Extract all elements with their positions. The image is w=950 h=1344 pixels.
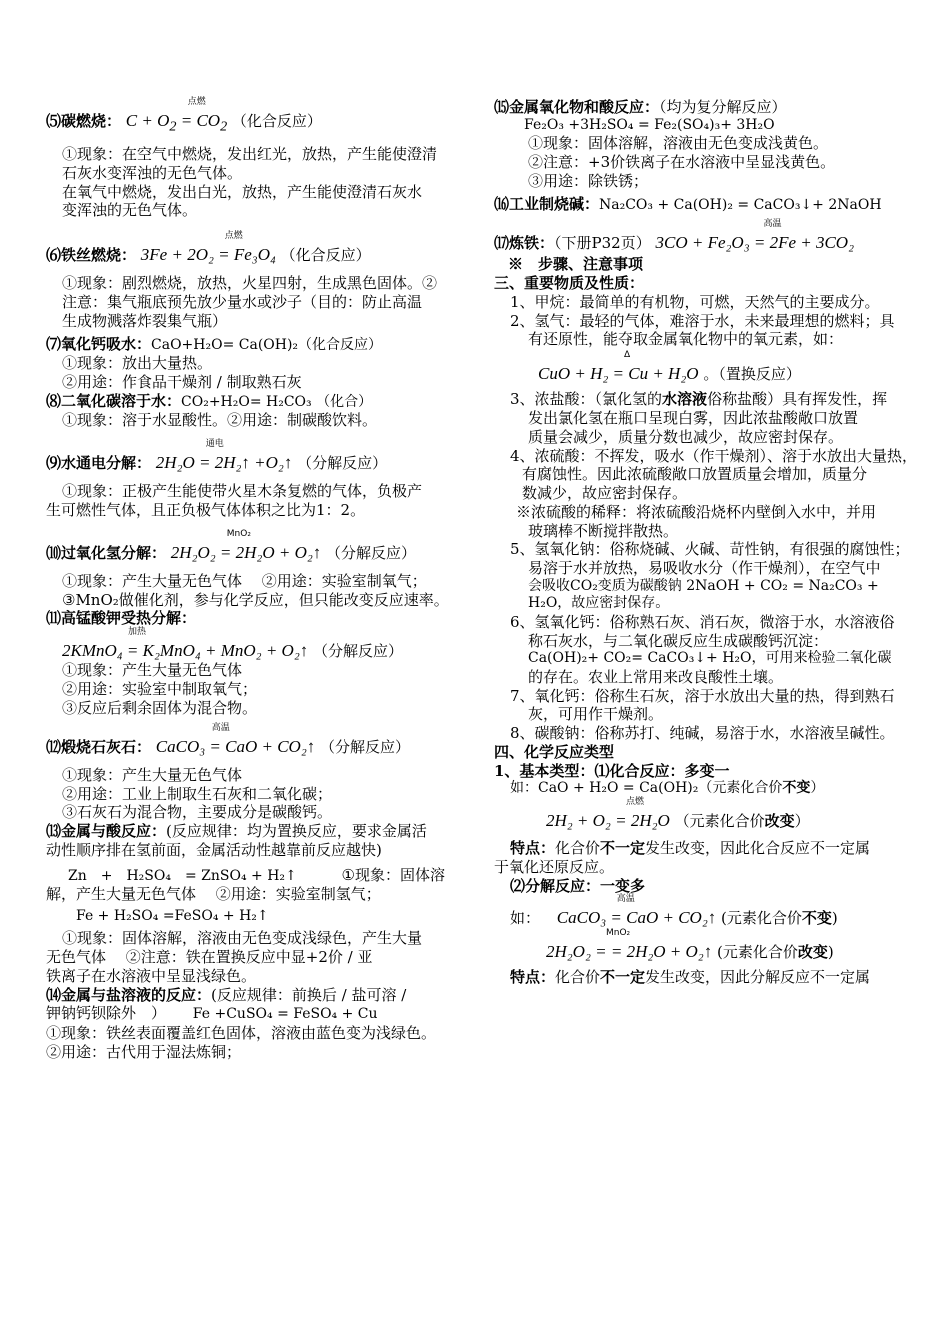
reaction-condition: 高温	[763, 219, 782, 229]
text-line: ②用途：实验室中制取氧气；	[62, 680, 258, 699]
section-calcium-oxide	[46, 335, 474, 392]
equation: 3Fe + 2O₂ = Fe₃O₄	[140, 245, 276, 265]
text-line: 变浑浊的无色气体。	[62, 201, 198, 220]
text-line: 灰，可用作干燥剂。	[528, 705, 664, 724]
section-water-electrolysis	[46, 440, 474, 520]
text-line: ③MnO₂做催化剂，参与化学反应，但只能改变反应速率。	[62, 590, 449, 609]
text-line: ①现象：产生大量无色气体	[62, 765, 243, 784]
equation: 2KMnO₄ = K₂MnO₄ + MnO₂ + O₂↑	[62, 641, 309, 661]
section-title: ⑼水通电分解：	[46, 453, 152, 472]
equation: 2H₂ + O₂ = 2H₂O	[546, 810, 670, 830]
equation: Na₂CO₃ + Ca(OH)₂ = CaCO₃↓+ 2NaOH	[599, 196, 882, 213]
text-line: 发出氯化氢在瓶口呈现白雾，因此浓盐酸敞口放置	[528, 409, 859, 427]
section-title: ⑽过氧化氢分解：	[46, 543, 167, 562]
reaction-type: （分解反应）	[320, 737, 411, 756]
list-item: 3、浓盐酸：（氯化氢的水溶液俗称盐酸）具有挥发性，挥	[510, 390, 888, 409]
section-heading: 四、化学反应类型	[494, 742, 615, 761]
equation: CaCO₃ = CaO + CO₂↑	[556, 908, 717, 928]
reaction-condition: 点燃	[187, 97, 206, 107]
reaction-type: （分解反应）	[297, 453, 388, 472]
text-line: ①现象：产生大量无色气体 ②用途：实验室制氧气；	[62, 571, 427, 590]
text-line: ②用途：古代用于湿法炼铜；	[46, 1042, 242, 1061]
text-line: ①现象：固体溶解，溶液由无色变成浅绿色，产生大量	[62, 929, 423, 948]
equation: CaCO₃ = CaO + CO₂↑	[155, 736, 316, 756]
text-line: 数减少，故应密封保存。	[522, 484, 688, 502]
section-limestone	[46, 724, 474, 823]
equation: 2H₂O₂ = 2H₂O + O₂↑	[170, 542, 322, 562]
list-item: 8、碳酸钠：俗称苏打、纯碱，易溶于水，水溶液呈碱性。	[510, 724, 895, 742]
text-line: ②用途：工业上制取生石灰和二氧化碳；	[62, 784, 333, 803]
equation: Fe + H₂SO₄ =FeSO₄ + H₂↑	[76, 907, 269, 924]
list-item: 6、氢氧化钙：俗称熟石灰、消石灰，微溶于水，水溶液俗	[510, 612, 895, 631]
reaction-type: （分解反应）	[313, 642, 404, 661]
section-metal-oxide-acid: ⒂金属氧化物和酸反应：（均为复分解反应） Fe₂O₃ +3H₂SO₄ = Fe₂(SO₄)₃+ 3H₂O ①现象：固体溶解，溶液由无色变成浅黄色。 ②注意：+3价铁离子在水溶液中呈显浅黄色。 ③用途：除铁锈；	[494, 98, 910, 191]
reaction-condition: Δ	[624, 350, 631, 360]
equation: Fe +CuSO₄ = FeSO₄ + Cu	[192, 1006, 378, 1023]
section-title: ⑻二氧化碳溶于水：	[46, 391, 182, 410]
equation: $C + O_2 = CO_2$	[125, 111, 228, 135]
list-item: 1、甲烷：最简单的有机物，可燃，天然气的主要成分。	[510, 292, 880, 311]
text-line: ③用途：除铁锈；	[528, 171, 649, 190]
left-column	[46, 98, 474, 1061]
reaction-condition: 加热	[128, 627, 147, 638]
reaction-condition: MnO₂	[226, 528, 251, 539]
reaction-type: （化合反应）	[231, 112, 322, 130]
subsection-heading: ⑵分解反应：一变多	[510, 876, 646, 895]
section-title: ⒂金属氧化物和酸反应：	[494, 98, 660, 116]
text-line: 无色气体 ②注意：铁在置换反应中显+2价 / 亚	[46, 948, 373, 967]
note-heading: ※ 步骤、注意事项	[508, 255, 644, 274]
text-line: 石灰水变浑浊的无色气体。	[62, 163, 243, 182]
reaction-condition: MnO₂	[606, 927, 631, 938]
section-title: ⑺氧化钙吸水：	[46, 334, 152, 353]
equation: CaO+H₂O= Ca(OH)₂（化合反应）	[151, 336, 383, 353]
section-carbon-combustion	[46, 98, 474, 220]
reaction-type: 。（置换反应）	[703, 365, 801, 383]
text-line: 质量会减少，质量分数也减少，故应密封保存。	[528, 427, 844, 446]
text-line: ③反应后剩余固体为混合物。	[62, 698, 258, 717]
text-line: ①现象：剧烈燃烧，放热，火星四射，生成黑色固体。②	[62, 274, 438, 293]
equation: CuO + H₂ = Cu + H₂O	[538, 364, 699, 383]
reaction-type: （分解反应）	[326, 543, 417, 562]
text-line: 有还原性，能夺取金属氧化物中的氧元素，如：	[528, 330, 844, 349]
text-line: ①现象：在空气中燃烧，发出红光，放热，产生能使澄清	[62, 145, 438, 164]
list-item: 4、浓硫酸：不挥发，吸水（作干燥剂）、溶于水放出大量热，	[510, 446, 918, 465]
section-potassium-permanganate	[46, 609, 474, 717]
text-line: 的存在。农业上常用来改良酸性土壤。	[528, 667, 784, 686]
text-line: ①现象：溶于水显酸性。②用途：制碳酸饮料。	[62, 411, 378, 430]
section-title: ⑾高锰酸钾受热分解：	[46, 609, 197, 628]
reaction-condition: 高温	[616, 894, 635, 905]
equation: 2H₂O = 2H₂↑ +O₂↑	[155, 452, 293, 472]
text-line: ①现象：正极产生能使带火星木条复燃的气体，负极产	[62, 482, 423, 501]
reaction-type: （化合反应）	[280, 246, 371, 265]
list-item: 7、氧化钙：俗称生石灰，溶于水放出大量的热，得到熟石	[510, 686, 895, 705]
section-title: ⑿煅烧石灰石：	[46, 737, 152, 756]
reaction-condition: 通电	[205, 438, 224, 449]
section-metal-acid: ⒀金属与酸反应：(反应规律：均为置换反应，要求金属活 动性顺序排在氢前面，金属活动性越靠前反应越快) Zn + H₂SO₄ = ZnSO₄ + H₂↑ ①现象：固体溶 解，产生大量无色气体 ②用途：实验室制氢气； Fe + H₂SO₄ =FeSO₄ + H₂↑ ①现象：固体溶解，溶液由无色变成浅绿色，产生大量 无色气体 ②注意：铁在置换反应中显+2价 / 亚 铁离子在水溶液中呈显浅绿色。	[46, 822, 474, 986]
section-title: ⒁金属与盐溶液的反应：	[46, 985, 212, 1004]
text-line: 注意：集气瓶底预先放少量水或沙子（目的：防止高温	[62, 293, 423, 312]
list-item: 2、氢气：最轻的气体，难溶于水，未来最理想的燃料；具	[510, 311, 895, 330]
section-iron-combustion	[46, 232, 474, 331]
section-title: ⒀金属与酸反应：	[46, 822, 167, 841]
section-co2-water	[46, 392, 474, 430]
text-line: ※浓硫酸的稀释：将浓硫酸沿烧杯内壁倒入水中，并用	[516, 502, 877, 521]
text-line: Ca(OH)₂+ CO₂= CaCO₃↓+ H₂O，可用来检验二氧化碳	[528, 650, 892, 667]
text-line: ①现象：铁丝表面覆盖红色固体，溶液由蓝色变为浅绿色。	[46, 1023, 437, 1042]
example-line: 如：CaO + H₂O = Ca(OH)₂（元素化合价不变）	[510, 780, 825, 797]
text-line: 玻璃棒不断搅拌散热。	[528, 521, 679, 540]
text-line: 会吸收CO₂变质为碳酸钠 2NaOH + CO₂ = Na₂CO₃ +	[528, 577, 879, 594]
equation: Zn + H₂SO₄ = ZnSO₄ + H₂↑	[68, 867, 297, 884]
section-caustic-soda	[494, 195, 910, 215]
text-line: ③石灰石为混合物，主要成分是碳酸钙。	[62, 803, 333, 822]
reaction-condition: 点燃	[224, 231, 243, 242]
text-line: 铁离子在水溶液中呈显浅绿色。	[46, 966, 257, 985]
text-line: 动性顺序排在氢前面，金属活动性越靠前反应越快)	[46, 840, 382, 859]
text-line: 称石灰水，与二氧化碳反应生成碳酸钙沉淀：	[528, 631, 829, 650]
text-line: H₂O，故应密封保存。	[528, 595, 670, 612]
subsection-heading: 1、基本类型：⑴化合反应：多变一	[494, 761, 730, 780]
section-title: ⒃工业制烧碱：	[494, 194, 600, 213]
section-heading: 三、重要物质及性质：	[494, 274, 645, 292]
text-line: ②注意：+3价铁离子在水溶液中呈显浅黄色。	[528, 153, 836, 171]
text-line: 解，产生大量无色气体 ②用途：实验室制氢气；	[46, 885, 381, 904]
text-line: 于氧化还原反应。	[494, 857, 615, 876]
text-line: ①现象：产生大量无色气体	[62, 661, 243, 680]
equation: CO₂+H₂O= H₂CO₃ （化合）	[181, 393, 373, 410]
feature-line: 特点：化合价不一定发生改变，因此化合反应不一定属	[510, 839, 871, 857]
text-line: ①现象：固体溶解，溶液由无色变成浅黄色。	[528, 134, 829, 153]
text-line: 易溶于水并放热，易吸收水分（作干燥剂），在空气中	[528, 559, 881, 577]
right-column: ⒂金属氧化物和酸反应：（均为复分解反应） Fe₂O₃ +3H₂SO₄ = Fe₂(SO₄)₃+ 3H₂O ①现象：固体溶解，溶液由无色变成浅黄色。 ②注意：+3价铁离子在水溶液中呈显浅黄色。 ③用途：除铁锈； ⒃工业制烧碱：Na₂CO₃ + Ca(OH)₂ = CaCO₃↓+ 2NaOH ⒄炼铁：（下册P32页） 高温 3CO + Fe₂O₃ = 2Fe + 3CO₂ ※ 步骤、注意事项 三、重要物质及性质： 1、甲烷：最简单的有机物，可燃，天然气的主要成分。 2、氢气：最轻的气体，难溶于水，未来最理想的燃料；具 有还原性，能夺取金属氧化物中的氧元素，如： Δ CuO + H₂ = Cu + H₂O 。（置换反应） 3、浓盐酸：（氯化氢的水溶液俗称盐酸）具有挥发性，挥 发出氯化氢在瓶口呈现白雾，因此浓盐酸敞口放置 质量会减少，质量分数也减少，故应密封保存。 4、浓硫酸：不挥发，吸水（作干燥剂）、溶于水放出大量热， 有腐蚀性。因此浓硫酸敞口放置质量会增加，质量分 数减少，故应密封保存。 ※浓硫酸的稀释：将浓硫酸沿烧杯内壁倒入水中，并用 玻璃棒不断搅拌散热。 5、氢氧化钠：俗称烧碱、火碱、苛性钠，有很强的腐蚀性； 易溶于水并放热，易吸收水分（作干燥剂），在空气中 会吸收CO₂变质为碳酸钠 2NaOH + CO₂ = Na₂CO₃ + H₂O，故应密封保存。 6、氢氧化钙：俗称熟石灰、消石灰，微溶于水，水溶液俗 称石灰水，与二氧化碳反应生成碳酸钙沉淀： Ca(OH)₂+ CO₂= CaCO₃↓+ H₂O，可用来检验二氧化碳 的存在。农业上常用来改良酸性土壤。 7、氧化钙：俗称生石灰，溶于水放出大量的热，得到熟石 灰，可用作干燥剂。 8、碳酸钠：俗称苏打、纯碱，易溶于水，水溶液呈碱性。 四、化学反应类型 1、基本类型：⑴化合反应：多变一 如：CaO + H₂O = Ca(OH)₂（元素化合价不变） 点燃 2H₂ + O₂ = 2H₂O （元素化合价改变） 特点：化合价不一定发生改变，因此化合反应不一定属 于氧化还原反应。 ⑵分解反应：一变多 如： 高温 CaCO₃ = CaO + CO₂↑ (元素化合价不变) MnO₂ 2H₂O₂ = = 2H₂O + O₂↑ (元素化合价改变) 特点：化合价不一定发生改变，因此分解反应不一定属	[494, 98, 918, 986]
text-line: ②用途：作食品干燥剂 / 制取熟石灰	[62, 372, 302, 391]
text-line: 有腐蚀性。因此浓硫酸敞口放置质量会增加，质量分	[522, 465, 868, 484]
section-title: ⑹铁丝燃烧：	[46, 246, 137, 265]
feature-line: 特点：化合价不一定发生改变，因此分解反应不一定属	[510, 967, 871, 986]
equation: Fe₂O₃ +3H₂SO₄ = Fe₂(SO₄)₃+ 3H₂O	[524, 116, 775, 133]
text-line: 生可燃性气体，且正负极气体体积之比为1：2。	[46, 500, 366, 519]
equation: 2H₂O₂ = = 2H₂O + O₂↑	[546, 941, 713, 961]
section-ironmaking: ⒄炼铁：（下册P32页） 高温 3CO + Fe₂O₃ = 2Fe + 3CO₂	[494, 219, 854, 252]
text-line: ①现象：放出大量热。	[62, 354, 213, 373]
reaction-condition: 点燃	[626, 796, 645, 807]
section-title: ⑸碳燃烧：	[46, 112, 122, 130]
reaction-condition: 高温	[211, 722, 230, 733]
section-hydrogen-peroxide	[46, 530, 474, 610]
section-metal-salt: ⒁金属与盐溶液的反应：(反应规律：前换后 / 盐可溶 / 钾钠钙钡除外 ） Fe +CuSO₄ = FeSO₄ + Cu ①现象：铁丝表面覆盖红色固体，溶液由蓝色变为浅绿色。 ②用途：古代用于湿法炼铜；	[46, 986, 474, 1062]
equation: 3CO + Fe₂O₃ = 2Fe + 3CO₂	[655, 233, 854, 252]
text-line: 在氧气中燃烧，发出白光，放热，产生能使澄清石灰水	[62, 182, 423, 201]
list-item: 5、氢氧化钠：俗称烧碱、火碱、苛性钠，有很强的腐蚀性；	[510, 540, 910, 559]
section-title: ⒄炼铁：	[494, 234, 555, 252]
text-line: 生成物溅落炸裂集气瓶）	[62, 311, 228, 330]
